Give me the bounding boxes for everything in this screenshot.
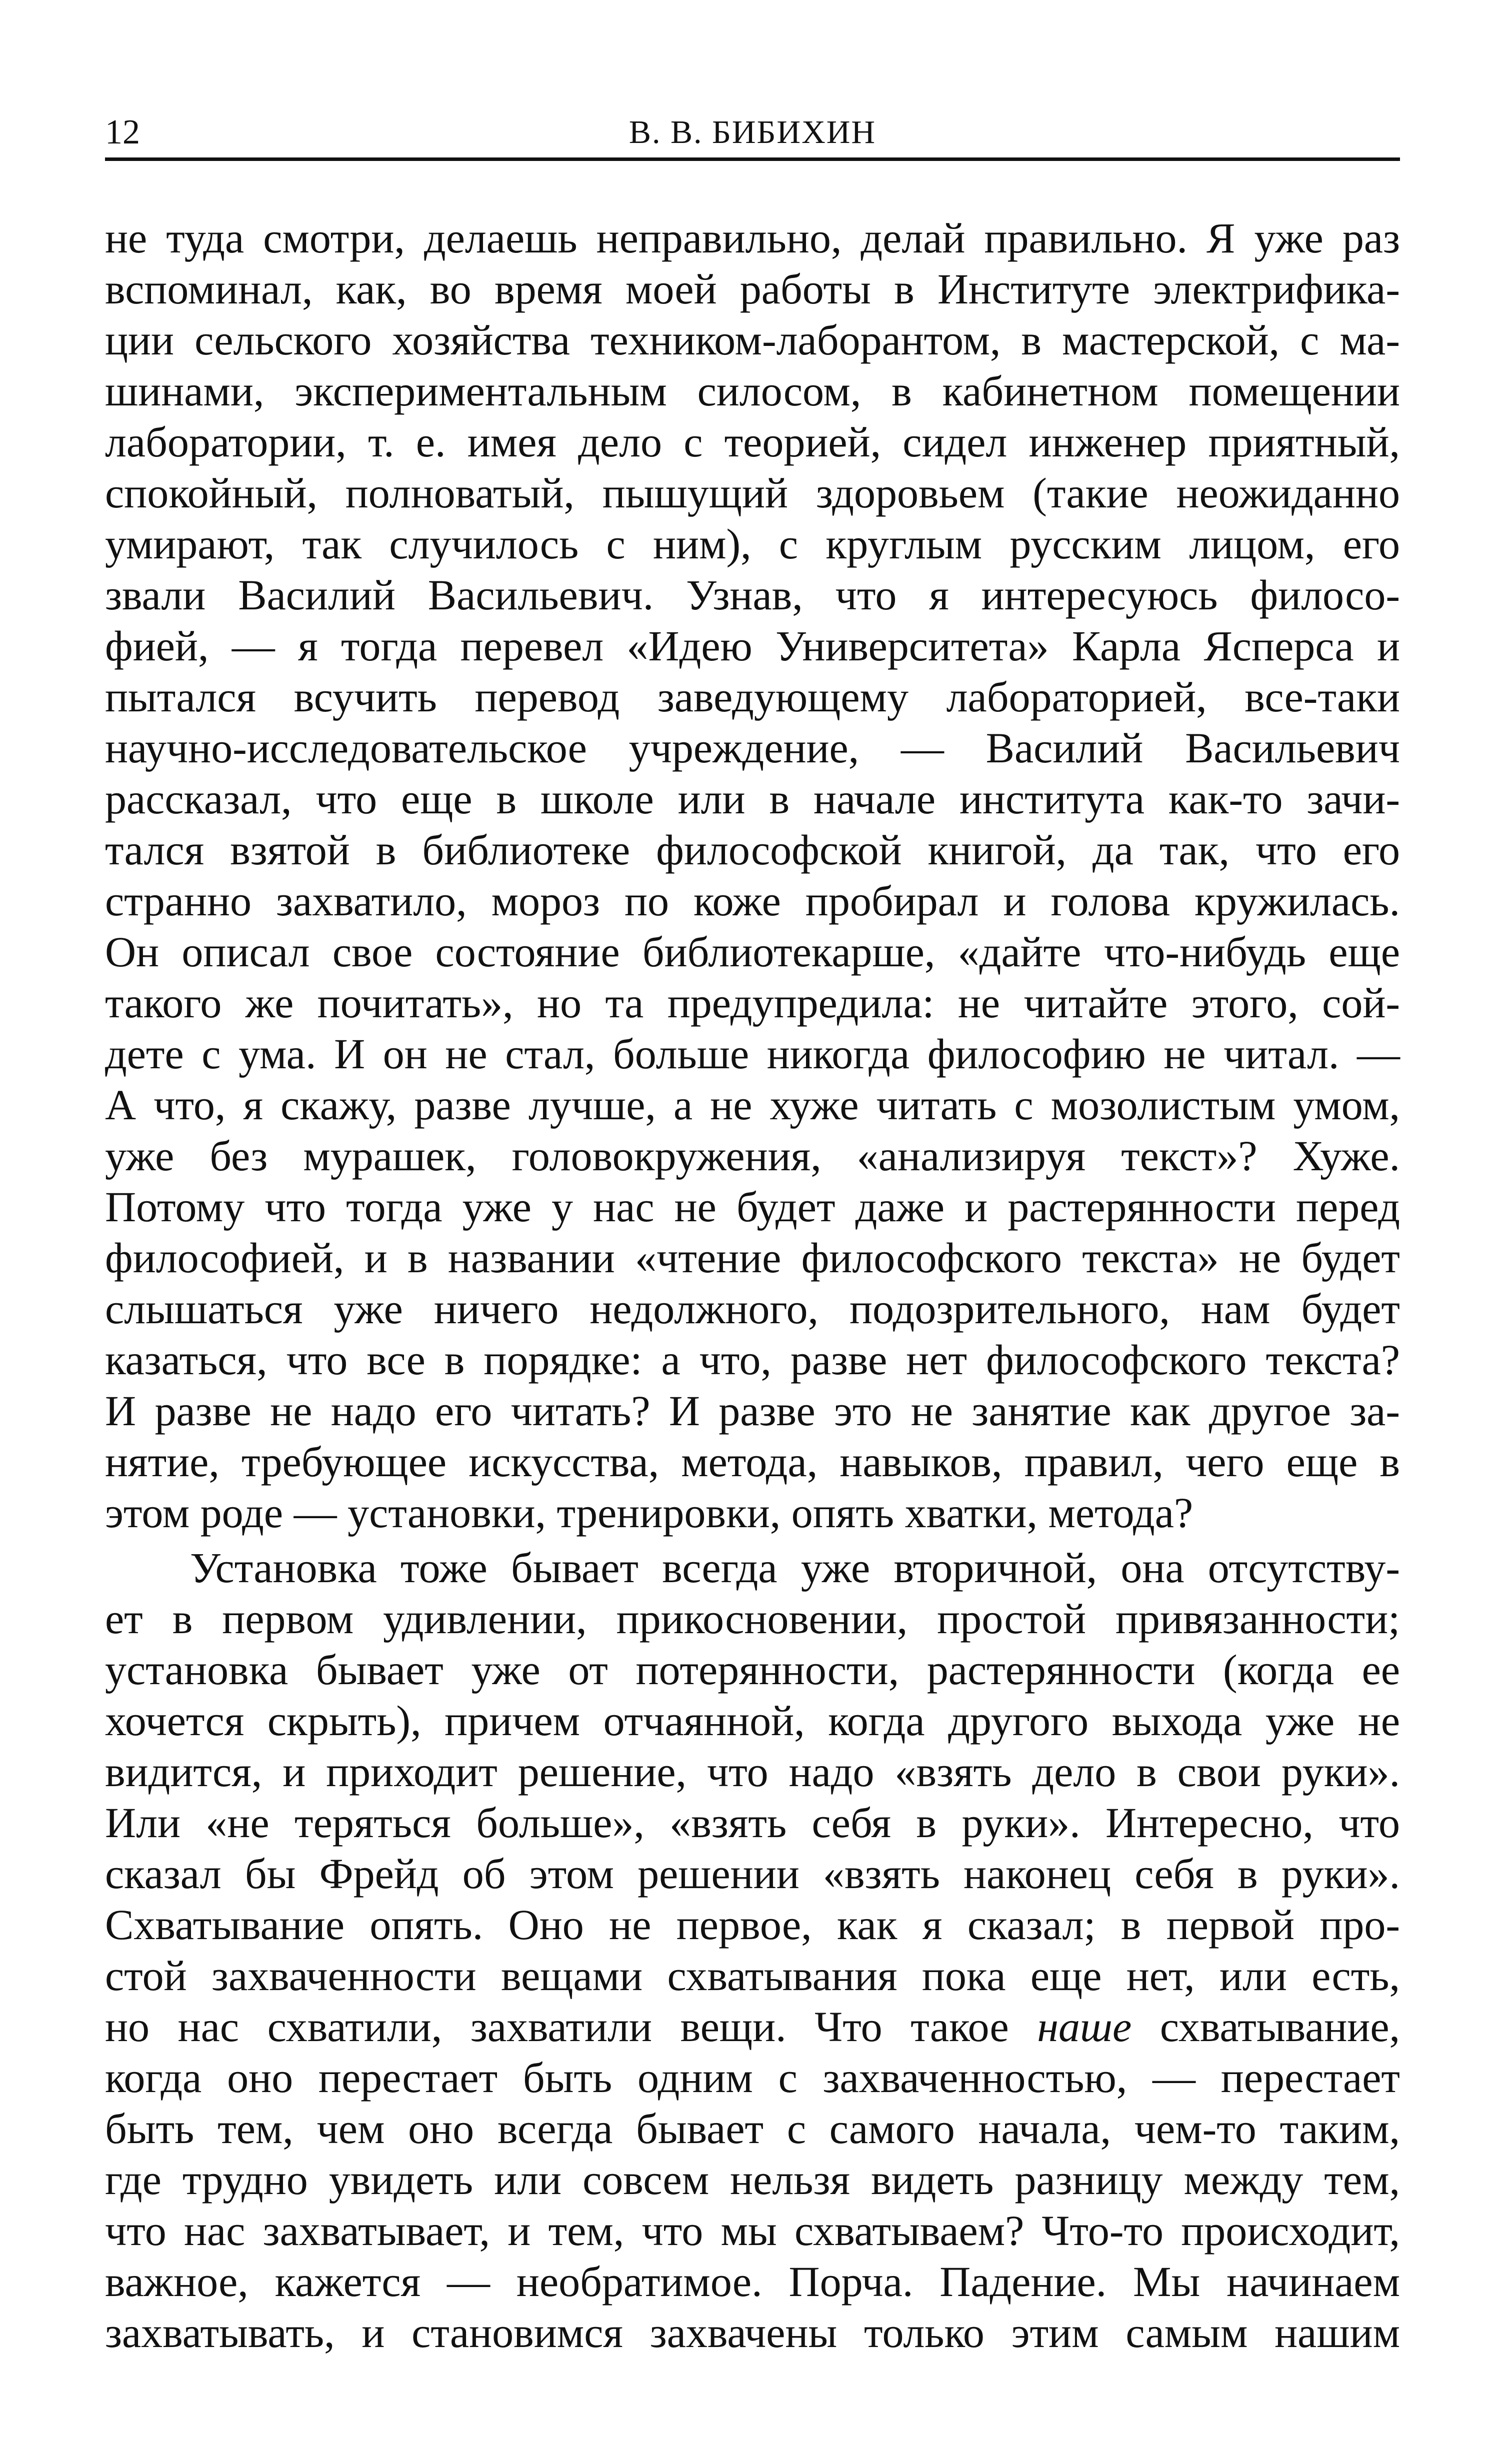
text-line: научно-исследовательское учреждение, — Василий Васильевич [105,724,1400,772]
text-line: шинами, экспериментальным силосом, в кабинетном помещении [105,367,1400,415]
text-line: рассказал, что еще в школе или в начале института как-то зачи- [105,775,1400,823]
text-line: странно захватило, мороз по коже пробирал и голова кружилась. [105,877,1400,925]
text-line: установка бывает уже от потерянности, растерянности (когда ее [105,1646,1400,1694]
text-line: вспоминал, как, во время моей работы в Институте электрифика- [105,265,1400,313]
text-line: лаборатории, т. е. имея дело с теорией, сидел инженер приятный, [105,418,1400,466]
text-line: сказал бы Фрейд об этом решении «взять наконец себя в руки». [105,1850,1400,1898]
text-line: умирают, так случилось с ним), с круглым русским лицом, его [105,520,1400,568]
text-line: Установка тоже бывает всегда уже вторичной, она отсутству- [190,1544,1400,1592]
text-line: ции сельского хозяйства техником-лаборантом, в мастерской, с ма- [105,316,1400,364]
text-line: стой захваченности вещами схватывания пока еще нет, или есть, [105,1952,1400,2000]
text-line: казаться, что все в порядке: а что, разве нет философского текста? [105,1336,1400,1384]
text-line: спокойный, полноватый, пышущий здоровьем (такие неожиданно [105,469,1400,517]
paragraph-gap [105,1538,1400,1542]
text-line: тался взятой в библиотеке философской книгой, да так, что его [105,826,1400,874]
text-line: захватывать, и становимся захвачены только этим самым нашим [105,2309,1400,2357]
text-line: пытался всучить перевод заведующему лабораторией, все-таки [105,673,1400,721]
text-line: нятие, требующее искусства, метода, навыков, правил, чего еще в [105,1438,1400,1486]
text-line: видится, и приходит решение, что надо «взять дело в свои руки». [105,1748,1400,1796]
text-line: фией, — я тогда перевел «Идею Университета» Карла Ясперса и [105,622,1400,670]
text-line: звали Василий Васильевич. Узнав, что я интересуюсь филосо- [105,571,1400,619]
text-line: где трудно увидеть или совсем нельзя видеть разницу между тем, [105,2156,1400,2204]
text-line: Или «не теряться больше», «взять себя в руки». Интересно, что [105,1799,1400,1847]
text-line: что нас захватывает, и тем, что мы схватываем? Что-то происходит, [105,2207,1400,2255]
text-line: слышаться уже ничего недолжного, подозрительного, нам будет [105,1285,1400,1333]
paragraph-2 [105,1542,1400,2358]
text-line: Он описал свое состояние библиотекарше, «дайте что-нибудь еще [105,928,1400,976]
text-line: И разве не надо его читать? И разве это не занятие как другое за- [105,1387,1400,1435]
text-line: важное, кажется — необратимое. Порча. Падение. Мы начинаем [105,2258,1400,2306]
text-line: философией, и в названии «чтение философского текста» не будет [105,1234,1400,1282]
text-line: дете с ума. И он не стал, больше никогда философию не читал. — [105,1030,1400,1078]
page-header [105,102,1400,161]
italic-word: наше [1037,2003,1132,2051]
text-segment: но нас схватили, захватили вещи. Что такое [105,2003,1038,2051]
paragraph-1 [105,212,1400,1538]
text-line: быть тем, чем оно всегда бывает с самого начала, чем-то таким, [105,2105,1400,2153]
running-head: В. В. БИБИХИН [628,114,876,150]
text-line: уже без мурашек, головокружения, «анализируя текст»? Хуже. [105,1132,1400,1180]
body-text [105,212,1400,2358]
text-line: когда оно перестает быть одним с захваченностью, — перестает [105,2054,1400,2102]
text-line: Потому что тогда уже у нас не будет даже и растерянности перед [105,1183,1400,1231]
text-line-with-italic [105,2001,1400,2052]
text-segment: схватывание, [1132,2003,1400,2051]
text-line: Схватывание опять. Оно не первое, как я сказал; в первой про- [105,1901,1400,1949]
text-line: такого же почитать», но та предупредила: не читайте этого, сой- [105,979,1400,1027]
text-line: хочется скрыть), причем отчаянной, когда другого выхода уже не [105,1697,1400,1745]
text-line: А что, я скажу, разве лучше, а не хуже читать с мозолистым умом, [105,1081,1400,1129]
text-line: этом роде — установки, тренировки, опять хватки, метода? [105,1489,1194,1537]
page-number: 12 [105,113,140,151]
text-line: не туда смотри, делаешь неправильно, делай правильно. Я уже раз [105,214,1400,262]
text-line: ет в первом удивлении, прикосновении, простой привязанности; [105,1595,1400,1643]
